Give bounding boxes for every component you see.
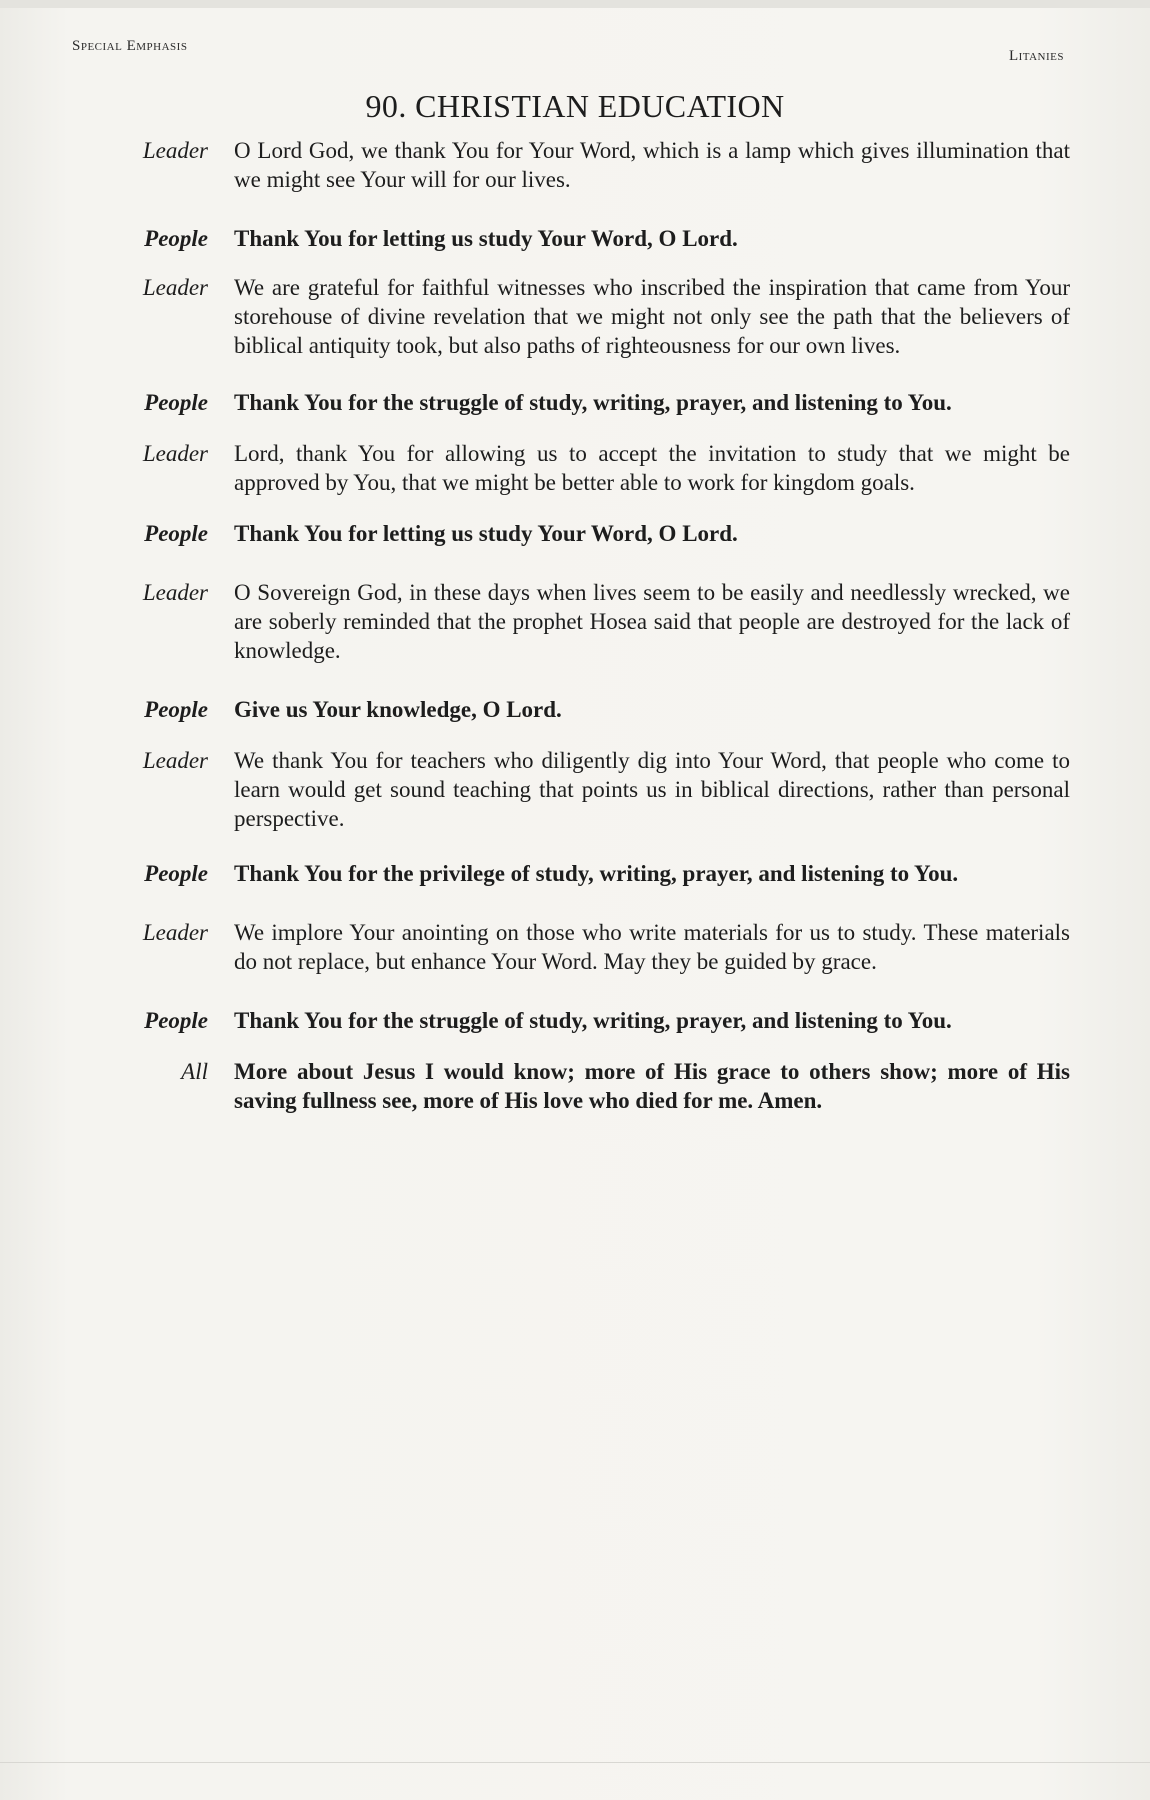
litany-body (80, 136, 1070, 1115)
litany-line (80, 388, 1070, 417)
speaker-label: People (144, 390, 208, 415)
page-bottom-rule (0, 1762, 1150, 1763)
speaker-label: People (144, 521, 208, 546)
litany-line (80, 439, 1070, 497)
litany-line (80, 1006, 1070, 1035)
response-text: Thank You for the struggle of study, writing, prayer, and listening to You. (234, 1008, 952, 1033)
litany-line (80, 519, 1070, 548)
response-text: We are grateful for faithful witnesses who inscribed the inspiration that came from Your storehouse of divine revelation that we might not only see the path that the believers of biblical antiquity took, but also paths of righteousness for our own lives. (234, 275, 1070, 358)
response-text: O Lord God, we thank You for Your Word, which is a lamp which gives illumination that we might see Your will for our lives. (234, 138, 1070, 192)
response-text: We implore Your anointing on those who write materials for us to study. These materials do not replace, but enhance Your Word. May they be guided by grace. (234, 920, 1070, 974)
litany-title: 90. CHRISTIAN EDUCATION (365, 88, 785, 124)
response-text: Lord, thank You for allowing us to accept the invitation to study that we might be approved by You, that we might be better able to work for kingdom goals. (234, 441, 1070, 495)
response-text: Thank You for the struggle of study, writing, prayer, and listening to You. (234, 390, 952, 415)
litany-line (80, 224, 1070, 253)
litany-line (80, 1057, 1070, 1115)
speaker-label: Leader (142, 275, 208, 300)
speaker-label: People (144, 861, 208, 886)
response-text: Thank You for letting us study Your Word, O Lord. (234, 521, 738, 546)
response-text: More about Jesus I would know; more of His grace to others show; more of His saving fullness see, more of His love who died for me. Amen. (234, 1059, 1070, 1113)
speaker-label: Leader (142, 138, 208, 163)
response-text: Thank You for letting us study Your Word, O Lord. (234, 226, 738, 251)
speaker-label: All (181, 1059, 208, 1084)
response-text: Give us Your knowledge, O Lord. (234, 697, 562, 722)
response-text: Thank You for the privilege of study, writing, prayer, and listening to You. (234, 861, 959, 886)
litany-line (80, 746, 1070, 833)
speaker-label: Leader (142, 441, 208, 466)
speaker-label: People (144, 1008, 208, 1033)
litany-line (80, 136, 1070, 194)
speaker-label: Leader (142, 748, 208, 773)
litany-line (80, 273, 1070, 360)
running-header-right: Litanies (1008, 48, 1064, 64)
response-text: O Sovereign God, in these days when lives seem to be easily and needlessly wrecked, we are soberly reminded that the prophet Hosea said that people are destroyed for the lack of knowledge. (234, 580, 1070, 663)
speaker-label: Leader (142, 580, 208, 605)
litany-line (80, 859, 1070, 888)
litany-line (80, 695, 1070, 724)
speaker-label: People (144, 226, 208, 251)
litany-line (80, 578, 1070, 665)
page-top-edge (0, 0, 1150, 8)
speaker-label: Leader (142, 920, 208, 945)
running-header-left: Special Emphasis (72, 38, 188, 54)
response-text: We thank You for teachers who diligently dig into Your Word, that people who come to learn would get sound teaching that points us in biblical directions, rather than personal perspective. (234, 748, 1070, 831)
litany-line (80, 918, 1070, 976)
speaker-label: People (144, 697, 208, 722)
